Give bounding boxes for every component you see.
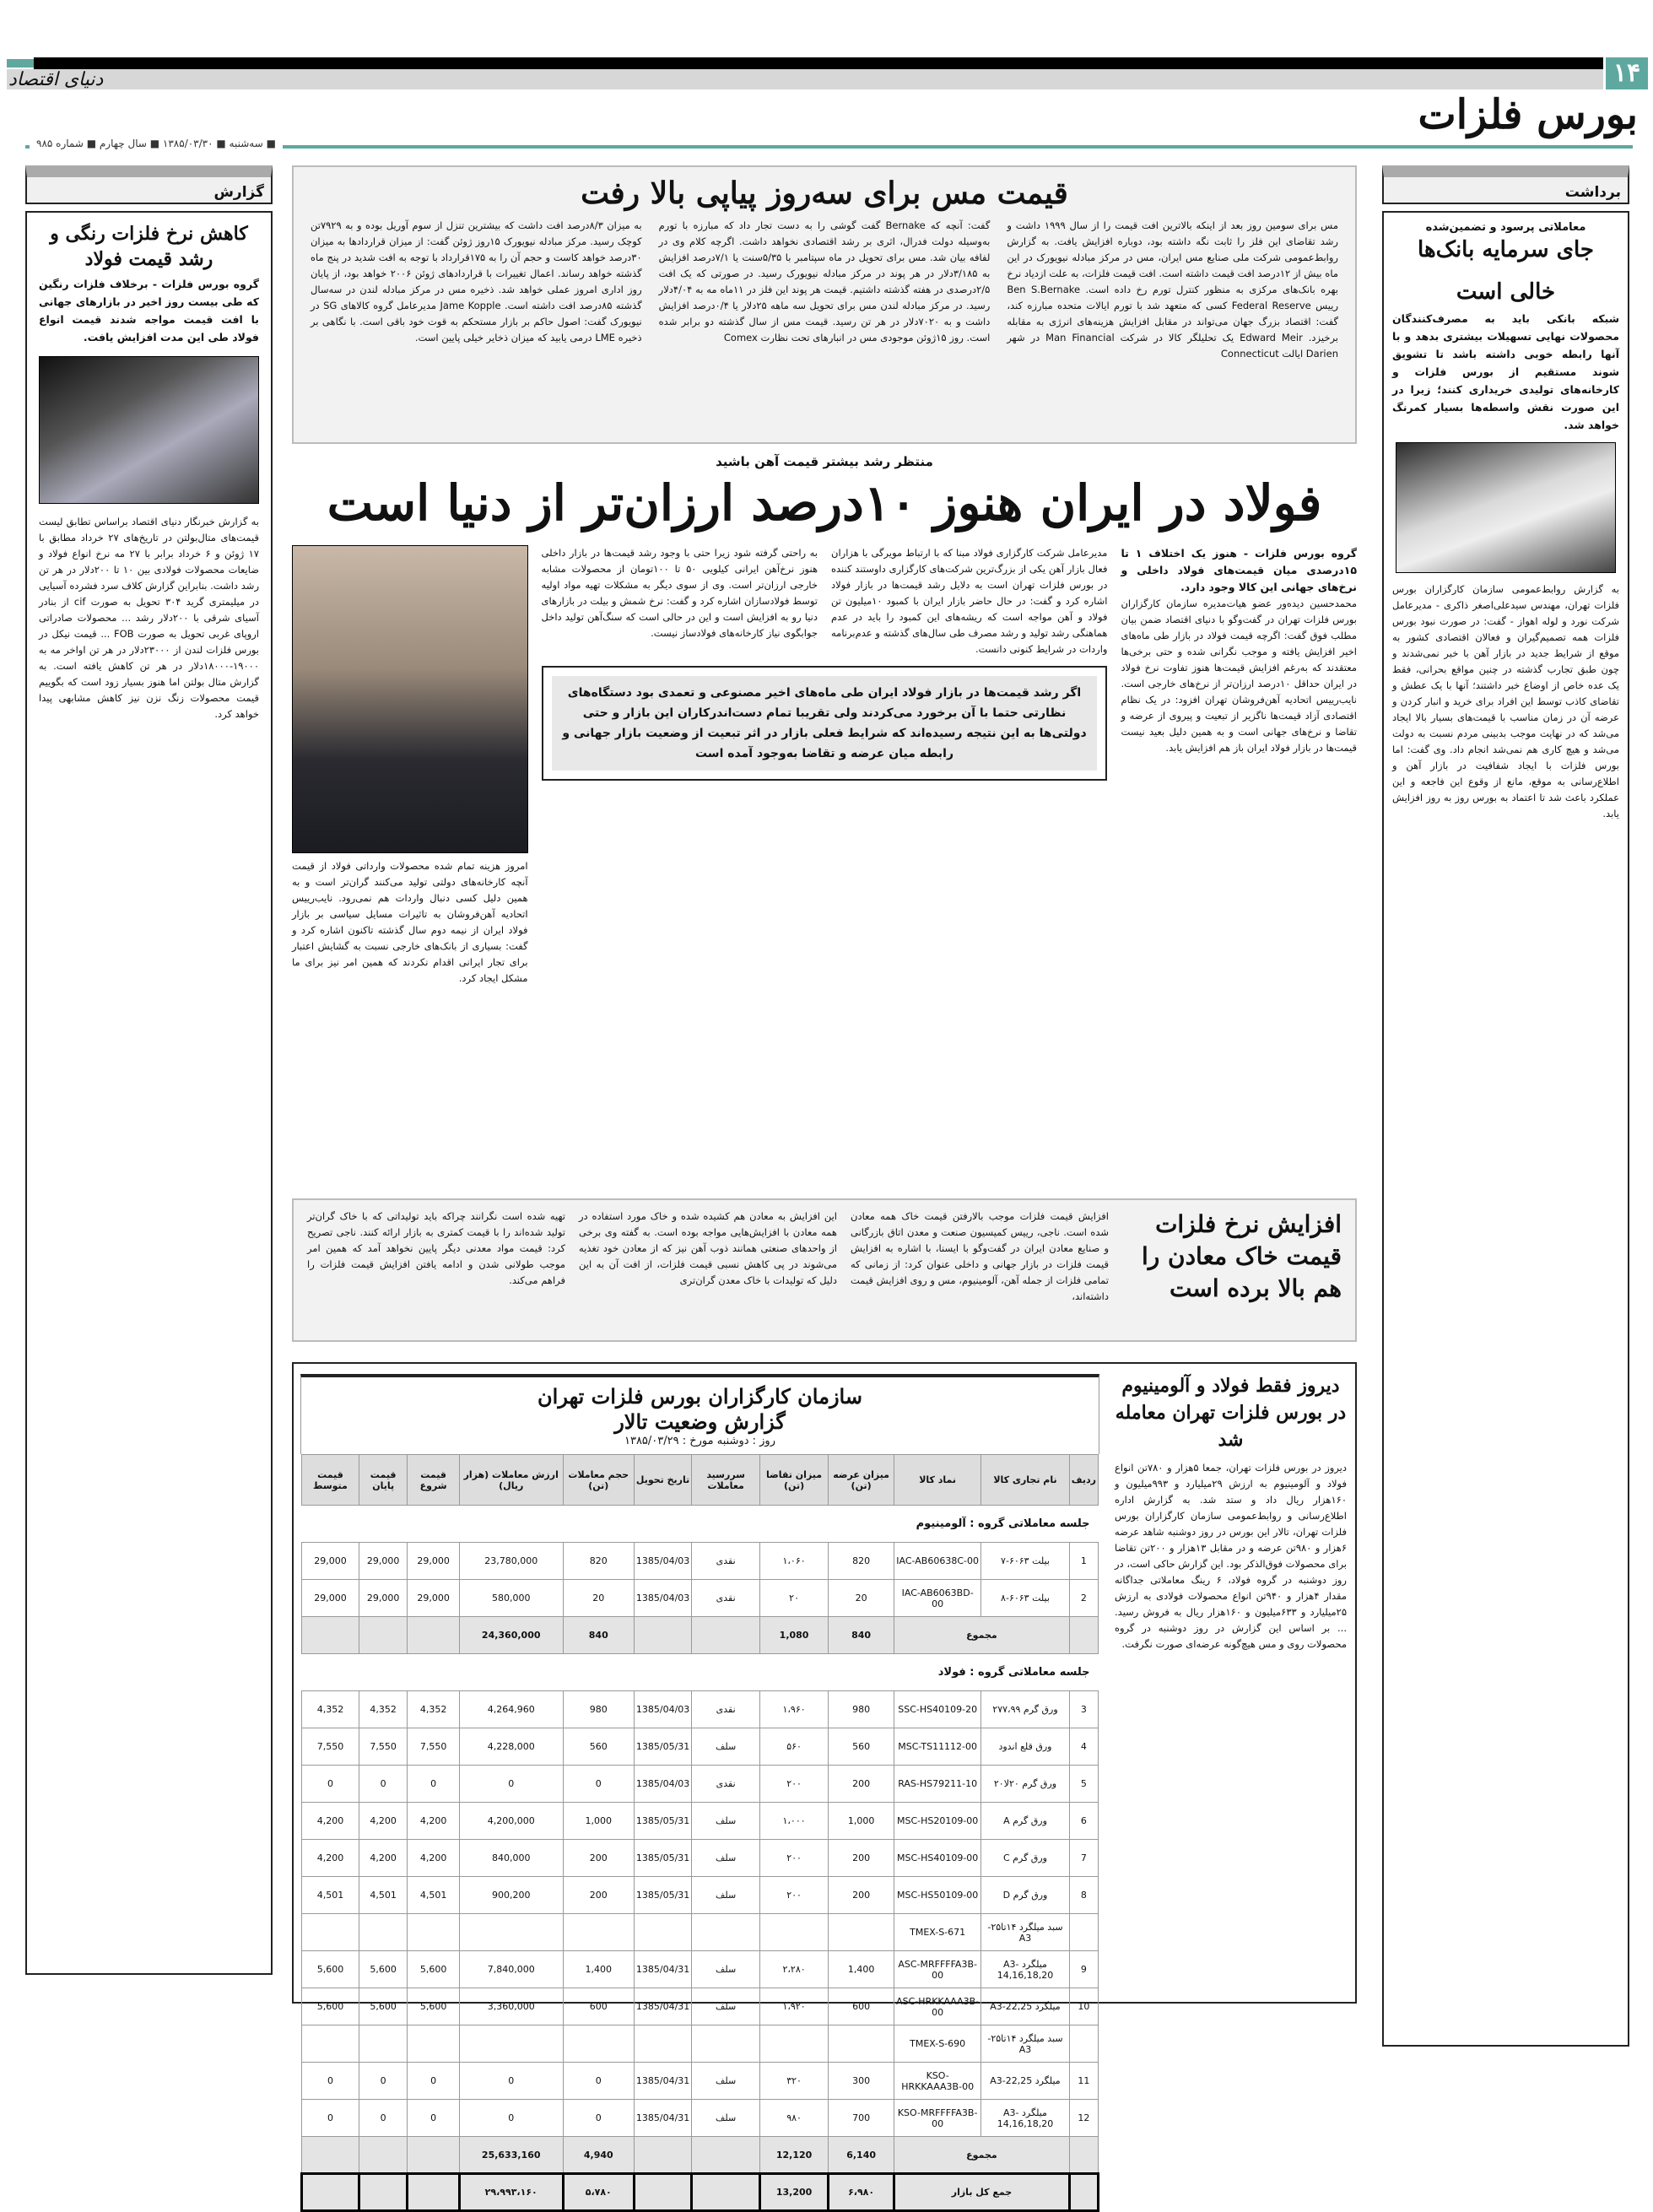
page-number: ۱۴ bbox=[1606, 57, 1648, 89]
left-column bbox=[25, 165, 273, 1975]
table-cell: ورق گرم ۲۷۷،۹۹ bbox=[981, 1691, 1070, 1728]
table-row bbox=[302, 1580, 1099, 1617]
article-column: محمدحسین دیده‌ور عضو هیات‌مدیره سازمان کارگزاران بورس فلزات تهران در گفت‌وگو با دنیای اقتصاد ضمن بیان مطلب فوق گفت: اگرچه قیمت فولاد در بازار طی ماه‌های اخیر افزایش یافته و موجب نگرانی شده و حتی برخی‌ها معتقدند که به‌رغم افزایش قیمت‌ها هنوز تفاوت نرخ فولاد در ایران حداقل ۱۰درصد ارزان‌تر از نرخ‌های خارجی است. نایب‌رییس اتحادیه آهن‌فروشان تهران افزود: در یک نظام اقتصادی آزاد قیمت‌ها ناگزیر از تبعیت و پیروی از عرضه و تقاضا و نرخ‌های جهانی است و به همین دلیل بعید نیست قیمت‌ها در بازار فولاد ایران باز هم افزایش یابد. bbox=[1121, 598, 1357, 754]
table-cell: 1385/04/31 bbox=[634, 1988, 691, 2025]
table-cell: 1,400 bbox=[563, 1951, 634, 1988]
table-cell: میلگرد A3-22,25 bbox=[981, 1988, 1070, 2025]
table-row bbox=[302, 1803, 1099, 1840]
table-cell: 4,501 bbox=[408, 1877, 459, 1914]
table-cell: ورق گرم ۲۰لا۲۰ bbox=[981, 1766, 1070, 1803]
table-cell: ۲،۲۸۰ bbox=[760, 1951, 829, 1988]
table-cell: 840,000 bbox=[459, 1840, 563, 1877]
article-column: افزایش قیمت فلزات موجب بالارفتن قیمت خاک همه معادن شده است. ناجی، رییس کمیسیون صنعت و معدن اتاق بازرگانی و صنایع معادن ایران در گفت‌وگو با ایسنا، با اشاره به افزایش قیمت فلزات در بازار جهانی و داخلی عنوان کرد: از زمانی که تمامی فلزات از جمله آهن، آلومینیوم، مس و روی افزایش قیمت داشته‌اند، bbox=[851, 1210, 1109, 1302]
grand-total-row bbox=[302, 2174, 1099, 2211]
table-cell: 1385/04/03 bbox=[634, 1691, 691, 1728]
table-cell: ۲۹،۹۹۳،۱۶۰ bbox=[459, 2174, 563, 2211]
table-cell bbox=[302, 1617, 359, 1654]
table-cell: 29,000 bbox=[359, 1543, 408, 1580]
trading-section bbox=[292, 1362, 1357, 2198]
table-cell: 20 bbox=[829, 1580, 894, 1617]
table-cell: نقدی bbox=[692, 1691, 760, 1728]
table-cell: بیلت ۶۰۶۳-۷ bbox=[981, 1543, 1070, 1580]
table-cell: 9 bbox=[1069, 1951, 1098, 1988]
photo-column bbox=[292, 545, 528, 987]
headline: فولاد در ایران هنوز ۱۰درصد ارزان‌تر از دنیا است bbox=[327, 474, 1322, 532]
table-cell: 7,550 bbox=[359, 1728, 408, 1766]
table-cell bbox=[1069, 2025, 1098, 2063]
pull-quote: اگر رشد قیمت‌ها در بازار فولاد ایران طی ماه‌های اخیر مصنوعی و تعمدی بود دستگاه‌های نظارتی حتما با آن برخورد می‌کردند ولی تقریبا تمام دست‌اندرکاران این بازار و حتی دولتی‌ها به این نتیجه رسیده‌اند که شرایط فعلی بازار در اثر تبعیت از وضعیت بازار جهانی و رابطه میان عرضه و تقاضا به‌وجود آمده است bbox=[552, 676, 1098, 771]
article-column: به میزان ۸/۳درصد افت داشت که بیشترین تنزل از سوم آوریل بوده و به ۷۹۲۹تن کوچک رسید. مرکز مبادله نیویورک ۱۵روز ژوئن گفت: از میزان قراردادها به میزان ۳۰درصد خواهد کاست و حجم آن را به ۱۷۵قرارداد با توجه به افت شدید در پنج ماه گذشته خواهد رساند. اعمال تغییرات با قراردادهای ژوئن ۲۰۰۶ خواهد بود، از پایان روز اداری امروز عملی خواهد شد. ذخیره مس در مرکز مبادله لندن در سه‌سال گذشته ۸۵درصد افت داشته است. Jame Kopple مدیرعامل گروه کالاهای SG در نیویورک گفت: اصول حاکم بر بازار مستحکم به قوت خود باقی است. با نگاهی بر ذخیره LME درمی یابید که میزان ذخایر خیلی پایین است. bbox=[310, 219, 642, 343]
table-row bbox=[302, 1988, 1099, 2025]
table-cell: نقدی bbox=[692, 1580, 760, 1617]
trading-story bbox=[1106, 1364, 1355, 2002]
table-cell: ۲۰ bbox=[760, 1580, 829, 1617]
table-cell: 0 bbox=[408, 2100, 459, 2137]
article-column: تهیه شده است نگرانند چراکه باید تولیداتی که با خاک گران‌تر تولید شده‌اند را با قیمت کمتری به بازار ارائه کنند. ناجی تصریح کرد: قیمت مواد معدنی دیگر پایین نخواهد آمد که همین امر موجب طولانی شدن و ادامه یافتن افزایش قیمت فلزات را فراهم می‌کند. bbox=[307, 1210, 565, 1286]
table-cell: 29,000 bbox=[302, 1543, 359, 1580]
subtotal-row bbox=[302, 1617, 1099, 1654]
table-cell: نقدی bbox=[692, 1766, 760, 1803]
table-cell: SSC-HS40109-20 bbox=[894, 1691, 981, 1728]
basket-subhead-row bbox=[302, 1914, 1099, 1951]
table-row bbox=[302, 1951, 1099, 1988]
table-cell: 840 bbox=[829, 1617, 894, 1654]
steel-sheets-photo bbox=[39, 356, 259, 504]
column-label: برداشت bbox=[1564, 184, 1621, 201]
table-cell: 580,000 bbox=[459, 1580, 563, 1617]
table-cell: 0 bbox=[459, 1766, 563, 1803]
table-cell: سلف bbox=[692, 1728, 760, 1766]
table-cell: نقدی bbox=[692, 1543, 760, 1580]
lead: گروه بورس فلزات - برخلاف فلزات رنگین که طی بیست روز اخیر در بازارهای جهانی با افت قیمت مواجه شدند قیمت انواع فولاد طی این مدت افزایش یافت. bbox=[39, 278, 259, 343]
table-row bbox=[302, 2100, 1099, 2137]
header-bar bbox=[34, 57, 1603, 69]
table-cell: ۳۲۰ bbox=[760, 2063, 829, 2100]
table-cell: MSC-TS11112-00 bbox=[894, 1728, 981, 1766]
table-cell: 200 bbox=[829, 1840, 894, 1877]
table-cell: 5,600 bbox=[302, 1951, 359, 1988]
headline: قیمت مس برای سه‌روز پیاپی بالا رفت bbox=[581, 176, 1068, 211]
table-cell: 1 bbox=[1069, 1543, 1098, 1580]
table-cell: 12 bbox=[1069, 2100, 1098, 2137]
article-column: مدیرعامل شرکت کارگزاری فولاد مبنا که با ارتباط مویرگی با هزاران فعال بازار آهن یکی از بزرگ‌ترین شرکت‌های کارگزاری داوستند کننده در بورس فلزات تهران است به دلایل رشد قیمت‌ها در بازار فولاد اشاره کرد و گفت: در حال حاضر بازار ایران با کمبود ۱۰میلیون تن فولاد و آهن مواجه است که ریشه‌های این کمبود را باید در عدم هماهنگی رشد تولید و رشد مصرف طی سال‌های گذشته و عدم‌برنامه واردات در شرایط کنونی دانست. bbox=[831, 547, 1108, 655]
table-cell bbox=[692, 2174, 760, 2211]
table-cell: بیلت ۶۰۶۳-۸ bbox=[981, 1580, 1070, 1617]
table-cell bbox=[408, 2025, 459, 2063]
table-cell: 5,600 bbox=[408, 1988, 459, 2025]
table-cell: 0 bbox=[359, 1766, 408, 1803]
column-label: گزارش bbox=[213, 184, 264, 201]
article-column-group bbox=[1121, 545, 1357, 987]
article-column: این افزایش به معادن هم کشیده شده و خاک مورد استفاده در همه معادن با افزایش‌هایی مواجه بوده است. به گفته وی برخی از واحدهای صنعتی همانند ذوب آهن نیز که از معادن خود تغذیه می‌شوند در پی کاهش نسبی قیمت فلزات، از افت آن به این دلیل که تولیدات با خاک معدن گران‌تری bbox=[579, 1210, 837, 1286]
table-cell: 700 bbox=[829, 2100, 894, 2137]
table-cell: 1385/04/31 bbox=[634, 2100, 691, 2137]
table-cell: 0 bbox=[359, 2100, 408, 2137]
table-cell bbox=[302, 2174, 359, 2211]
table-cell bbox=[634, 2174, 691, 2211]
table-cell bbox=[829, 2025, 894, 2063]
table-cell: 8 bbox=[1069, 1877, 1098, 1914]
table-cell: سلف bbox=[692, 2063, 760, 2100]
table-cell: 1385/05/31 bbox=[634, 1840, 691, 1877]
table-cell: ۶،۹۸۰ bbox=[829, 2174, 894, 2211]
table-cell: 200 bbox=[563, 1840, 634, 1877]
table-cell: ASC-HRKKAAA3B-00 bbox=[894, 1988, 981, 2025]
table-cell bbox=[760, 2025, 829, 2063]
table-cell: 200 bbox=[829, 1877, 894, 1914]
table-cell: 1385/05/31 bbox=[634, 1803, 691, 1840]
table-cell: سبد میلگرد ۱۴تا۲۵-A3 bbox=[981, 2025, 1070, 2063]
headline: دیروز فقط فولاد و آلومینیوم در بورس فلزات تهران معامله شد bbox=[1115, 1375, 1347, 1451]
table-cell: 29,000 bbox=[359, 1580, 408, 1617]
column-header: ردیف bbox=[1069, 1455, 1098, 1506]
table-cell bbox=[634, 2137, 691, 2174]
table-cell: 1,000 bbox=[829, 1803, 894, 1840]
column-header: حجم معاملات (تن) bbox=[563, 1455, 634, 1506]
table-cell: 2 bbox=[1069, 1580, 1098, 1617]
table-cell bbox=[692, 1617, 760, 1654]
table-cell: ۹۸۰ bbox=[760, 2100, 829, 2137]
table-cell: 200 bbox=[829, 1766, 894, 1803]
table-cell: 200 bbox=[563, 1877, 634, 1914]
table-cell bbox=[408, 1914, 459, 1951]
table-cell bbox=[408, 1617, 459, 1654]
table-cell: 840 bbox=[563, 1617, 634, 1654]
column-header: قیمت متوسط bbox=[302, 1455, 359, 1506]
table-cell bbox=[359, 1617, 408, 1654]
subtotal-row bbox=[302, 2137, 1099, 2174]
table-cell: 7,840,000 bbox=[459, 1951, 563, 1988]
table-cell: RAS-HS79211-10 bbox=[894, 1766, 981, 1803]
table-cell: 560 bbox=[829, 1728, 894, 1766]
table-cell: 20 bbox=[563, 1580, 634, 1617]
table-cell: 600 bbox=[829, 1988, 894, 2025]
table-cell: 300 bbox=[829, 2063, 894, 2100]
table-cell bbox=[459, 1914, 563, 1951]
copper-story bbox=[292, 165, 1357, 444]
section-title: بورس فلزات bbox=[1418, 91, 1638, 138]
report-box bbox=[25, 211, 273, 1975]
table-cell: MSC-HS20109-00 bbox=[894, 1803, 981, 1840]
table-row bbox=[302, 1543, 1099, 1580]
table-cell: 24,360,000 bbox=[459, 1617, 563, 1654]
middle-columns bbox=[542, 545, 1108, 657]
headline-line-2: خالی است bbox=[1456, 279, 1556, 305]
table-cell: KSO-MRFFFFA3B-00 bbox=[894, 2100, 981, 2137]
table-cell bbox=[692, 1914, 760, 1951]
table-cell: مجموع bbox=[894, 2137, 1070, 2174]
table-cell: ورق گرم A bbox=[981, 1803, 1070, 1840]
column-header: قیمت شروع bbox=[408, 1455, 459, 1506]
table-cell: جلسه معاملاتی گروه : آلومینیوم bbox=[302, 1506, 1099, 1543]
table-cell: 4,200 bbox=[408, 1840, 459, 1877]
middle-block bbox=[542, 545, 1108, 987]
table-cell: 1,080 bbox=[760, 1617, 829, 1654]
table-cell: سلف bbox=[692, 2100, 760, 2137]
table-cell: 6,140 bbox=[829, 2137, 894, 2174]
table-cell: 4,200,000 bbox=[459, 1803, 563, 1840]
table-row bbox=[302, 2063, 1099, 2100]
article-body: به گزارش خبرنگار دنیای اقتصاد براساس تطابق لیست قیمت‌های متال‌بولتن در تاریخ‌های ۲۷ خرداد مطابق با ۱۷ ژوئن و ۶ خرداد برابر با ۲۷ مه نرخ انواع فولاد و ضایعات محصولات فولادی بین ۱۰ تا ۲۰۰دلار در هر تن رشد داشت. بنابراین گزارش کلاف سرد فشرده آسیایی در میلیمتری گرید ۳۰۴ تحویل به صورت cif از بنادر آسیای شرقی با ۲۰۰دلار رشد ... محصولات صادراتی اروپای غربی تحویل به صورت FOB ... قیمت نیکل در بورس فلزات لندن از ۲۳۰۰۰دلار در هر تن اواخر مه به ۱۹۰۰۰-۱۸۰۰۰دلار در هر تن کاهش یافته است. به گزارش متال بولتن اما هنوز بسیار زود است که بگوییم قیمت محصولات زنگ نزن نیز کاهش مشابهی پیدا خواهد کرد. bbox=[39, 516, 260, 720]
table-row bbox=[302, 1691, 1099, 1728]
table-cell: ورق گرم D bbox=[981, 1877, 1070, 1914]
group-header-row bbox=[302, 1506, 1099, 1543]
table-cell: 4,352 bbox=[359, 1691, 408, 1728]
trading-report-table bbox=[300, 1454, 1099, 2212]
article-column: مس برای سومین روز بعد از اینکه بالاترین افت قیمت را از سال ۱۹۹۹ داشت و رشد تقاضای این فلز را ثابت نگه داشته بود، دوباره افزایش یافت. به گزارش روابط‌عمومی شرکت ملی صنایع مس ایران، مس در مرکز مبادله نیویورک در این ماه بیش از ۱۲درصد افت قیمت داشته است. افت قیمت فلزات، به علت ازدیاد نرخ بهره بانک‌های مرکزی به منظور کنترل تورم رخ داده است. Ben S.Bernake رییس Federal Reserve کسی که متعهد شد با تورم ایالات متحده مبارزه کند، گفت: اقتصاد بزرگ جهان می‌تواند در مقابل افزایش هزینه‌های انرژی به مقابله برخیزد. Edward Meir یک تحلیلگر کالا در شرکت Man Financial در شهر Darien ایالت Connecticut bbox=[1007, 219, 1338, 360]
table-cell: 900,200 bbox=[459, 1877, 563, 1914]
table-row bbox=[302, 1728, 1099, 1766]
table-cell: 5,600 bbox=[302, 1988, 359, 2025]
table-cell: ۱،۰۶۰ bbox=[760, 1543, 829, 1580]
lead: شبکه بانکی باید به مصرف‌کنندگان محصولات نهایی تسهیلات بیشتری بدهد و با آنها رابطه خوبی داشته باشد تا تشویق شوند مستقیم از بورس فلزات و کارخانه‌های تولیدی خریداری کنند؛ زیرا در این صورت نقش واسطه‌ها بسیار کمرنگ خواهد شد. bbox=[1392, 312, 1619, 431]
table-cell: سلف bbox=[692, 1951, 760, 1988]
table-cell: TMEX-S-690 bbox=[894, 2025, 981, 2063]
table-cell bbox=[302, 2137, 359, 2174]
header-accent bbox=[7, 59, 36, 68]
table-cell bbox=[563, 2025, 634, 2063]
table-cell: 4,200 bbox=[408, 1803, 459, 1840]
table-cell: 1,400 bbox=[829, 1951, 894, 1988]
table-cell: 25,633,160 bbox=[459, 2137, 563, 2174]
table-cell: 3 bbox=[1069, 1691, 1098, 1728]
table-cell: 4,501 bbox=[359, 1877, 408, 1914]
table-cell: ۲۰۰ bbox=[760, 1766, 829, 1803]
table-cell: میلگرد A3-22,25 bbox=[981, 2063, 1070, 2100]
table-cell: 7,550 bbox=[408, 1728, 459, 1766]
table-cell: 1385/04/03 bbox=[634, 1580, 691, 1617]
table-cell: MSC-HS50109-00 bbox=[894, 1877, 981, 1914]
table-subtitle: گزارش وضعیت تالار bbox=[614, 1409, 786, 1434]
table-cell: ۵،۷۸۰ bbox=[563, 2174, 634, 2211]
steel-columns bbox=[292, 545, 1357, 987]
table-cell: سلف bbox=[692, 1988, 760, 2025]
table-cell: 7 bbox=[1069, 1840, 1098, 1877]
table-cell: سبد میلگرد ۱۴تا۲۵-A3 bbox=[981, 1914, 1070, 1951]
article-column: گفت: آنچه که Bernake گفت گوشی را به دست تجار داد که مبارزه با تورم به‌وسیله دولت فدرال، اثری بر رشد اقتصادی نخواهد داشت. اگرچه کلام وی در لفافه بیان شد. مس برای تحویل در ماه سپتامبر با ۵/۳۵سنت یا ۷/۱درصد افزایش به ۳/۱۸۵دلار در هر پوند در مرکز مبادله نیویورک رسید. در صورتی که یک افت ۲/۵درصدی در هفته گذشته داشتیم. قیمت هر پوند این فلز در ۱۱ماه مه به ۴/۰۴دلار رسید. در مرکز مبادله لندن مس برای تحویل سه ماهه ۲۵دلار یا ۰/۴درصد افزایش داشت و به ۷۰۲۰دلار در هر تن رسید. قیمت مس از سال گذشته دو برابر شده است. روز ۱۵ژوئن موجودی مس در انبارهای تحت نظارت Comex bbox=[658, 219, 991, 343]
article-body: به گزارش روابط‌عمومی سازمان کارگزاران بورس فلزات تهران، مهندس سیدعلی‌اصغر ذاکری - مدیرعامل شرکت نورد و لوله اهواز - گفت: در صورت نبود بورس فلزات همه تصمیم‌گیران و فعالان اقتصادی کشور به موقع از شرایط جدید در بازار آهن با خبر نمی‌شدند و چون طبق تجارب گذشته در چنین مواقع بحرانی، فقط یک عده خاص از اوضاع خبر داشتند؛ آنها با یک عطش و تقاضای کاذب توسط این افراد برای خرید و انبار کردن و عرضه آن در زمان مناسب با قیمت‌های بسیار بالا ایجاد می‌شد که در نهایت موجب بدبینی مردم نسبت به دولت می‌شد و هیچ کاری هم نمی‌شد انجام داد. وی گفت: اما بورس فلزات با ایجاد شفافیت در بازار آهن و اطلاع‌رسانی به موقع، مانع از وقوع این فاجعه و این عملکرد باعث شد تا اعتماد به بورس روز به روز افزایش یابد. bbox=[1392, 583, 1619, 819]
table-cell: سلف bbox=[692, 1877, 760, 1914]
table-cell: 4,200 bbox=[359, 1840, 408, 1877]
table-cell: 4,940 bbox=[563, 2137, 634, 2174]
column-header: ارزش معاملات (هزار ریال) bbox=[459, 1455, 563, 1506]
table-cell: 980 bbox=[829, 1691, 894, 1728]
table-row bbox=[302, 1766, 1099, 1803]
table-cell: 4,264,960 bbox=[459, 1691, 563, 1728]
table-cell bbox=[692, 2137, 760, 2174]
table-cell: 4,501 bbox=[302, 1877, 359, 1914]
table-cell: 5,600 bbox=[408, 1951, 459, 1988]
headline-line-1: جای سرمایه بانک‌ها bbox=[1418, 237, 1594, 262]
table-cell: ۱،۰۰۰ bbox=[760, 1803, 829, 1840]
table-cell bbox=[563, 1914, 634, 1951]
table-cell: جمع کل بازار bbox=[894, 2174, 1070, 2211]
table-cell bbox=[634, 1617, 691, 1654]
table-row bbox=[302, 1840, 1099, 1877]
table-cell: 4,200 bbox=[302, 1803, 359, 1840]
table-cell: 29,000 bbox=[408, 1543, 459, 1580]
table-cell: میلگرد A3-14,16,18,20 bbox=[981, 2100, 1070, 2137]
table-cell: 560 bbox=[563, 1728, 634, 1766]
table-cell: 1385/04/03 bbox=[634, 1766, 691, 1803]
table-cell: 6 bbox=[1069, 1803, 1098, 1840]
table-cell bbox=[692, 2025, 760, 2063]
table-cell: IAC-AB6063BD-00 bbox=[894, 1580, 981, 1617]
column-header: تاریخ تحویل bbox=[634, 1455, 691, 1506]
column-header: نماد کالا bbox=[894, 1455, 981, 1506]
table-cell bbox=[1069, 1914, 1098, 1951]
table-cell: سلف bbox=[692, 1803, 760, 1840]
table-cell: ۱،۹۶۰ bbox=[760, 1691, 829, 1728]
table-cell bbox=[302, 1914, 359, 1951]
table-cell bbox=[634, 2025, 691, 2063]
newspaper-logo: دنیای اقتصاد bbox=[8, 69, 104, 90]
table-cell: ورق گرم C bbox=[981, 1840, 1070, 1877]
table-cell: 1385/04/31 bbox=[634, 2063, 691, 2100]
table-cell: 0 bbox=[459, 2063, 563, 2100]
table-body bbox=[302, 1506, 1099, 2211]
table-cell: 0 bbox=[302, 1766, 359, 1803]
table-cell: MSC-HS40109-00 bbox=[894, 1840, 981, 1877]
table-cell: 0 bbox=[563, 2100, 634, 2137]
opinion-box bbox=[1382, 211, 1629, 2047]
table-cell bbox=[408, 2137, 459, 2174]
table-cell: 5 bbox=[1069, 1766, 1098, 1803]
table-cell bbox=[1069, 2137, 1098, 2174]
table-cell: 5,600 bbox=[359, 1988, 408, 2025]
table-cell bbox=[634, 1914, 691, 1951]
column-label-box bbox=[1382, 165, 1629, 204]
table-cell: 4,228,000 bbox=[459, 1728, 563, 1766]
column-header: سررسید معاملات bbox=[692, 1455, 760, 1506]
report-table-wrap bbox=[294, 1364, 1106, 2198]
table-cell: 0 bbox=[302, 2100, 359, 2137]
table-cell: 0 bbox=[359, 2063, 408, 2100]
table-cell: 11 bbox=[1069, 2063, 1098, 2100]
table-cell: ۱،۹۲۰ bbox=[760, 1988, 829, 2025]
table-cell: 1385/05/31 bbox=[634, 1728, 691, 1766]
cash-counter-photo bbox=[1396, 442, 1616, 573]
right-column bbox=[1382, 165, 1629, 2047]
kicker: منتظر رشد بیشتر قیمت آهن باشید bbox=[716, 454, 933, 469]
table-cell: 4,200 bbox=[302, 1840, 359, 1877]
article-body: دیروز در بورس فلزات تهران، جمعا ۵هزار و ۷۸۰تن انواع فولاد و آلومینیوم به ارزش ۲۹میلیارد و ۹۹۳میلیون و ۱۶۰هزار ریال داد و ستد شد. به گزارش اداره اطلاع‌رسانی و روابط‌عمومی سازمان کارگزاران بورس فلزات تهران، تالار این بورس در روز دوشنبه شاهد عرضه ۶هزار و ۹۸۰تن عرضه و در مقابل ۱۳هزار و ۲۰۰تن تقاضا برای محصولات فوق‌الذکر بود. این گزارش حاکی است، در روز دوشنبه در گروه فولاد، ۶ رینگ معاملاتی جداگانه مقدار ۴هزار و ۹۴۰تن انواع محصولات فولادی به ارزش ۲۵میلیارد و ۶۳۳میلیون و ۱۶۰هزار ریال به فروش رسید. ... بر اساس این گزارش در روز دوشنبه در گروه محصولات روی و مس هیچ‌گونه عرضه‌ای صورت نگرفت. bbox=[1115, 1462, 1347, 1650]
table-cell: جلسه معاملاتی گروه : فولاد bbox=[302, 1654, 1099, 1691]
table-cell: 820 bbox=[829, 1543, 894, 1580]
table-cell: 29,000 bbox=[408, 1580, 459, 1617]
table-cell: 1385/04/31 bbox=[634, 1951, 691, 1988]
executive-portrait-photo bbox=[292, 545, 528, 853]
table-cell: 0 bbox=[408, 1766, 459, 1803]
headline: کاهش نرخ فلزات رنگی و رشد قیمت فولاد bbox=[50, 223, 248, 270]
table-cell: 4,352 bbox=[408, 1691, 459, 1728]
column-header: میزان عرضه (تن) bbox=[829, 1455, 894, 1506]
table-cell bbox=[459, 2025, 563, 2063]
table-cell: 4 bbox=[1069, 1728, 1098, 1766]
column-header: قیمت پایان bbox=[359, 1455, 408, 1506]
table-cell bbox=[359, 2174, 408, 2211]
table-cell: 1,000 bbox=[563, 1803, 634, 1840]
basket-subhead-row bbox=[302, 2025, 1099, 2063]
table-cell bbox=[829, 1914, 894, 1951]
table-cell: 4,352 bbox=[302, 1691, 359, 1728]
table-cell: ۲۰۰ bbox=[760, 1840, 829, 1877]
table-cell: TMEX-S-671 bbox=[894, 1914, 981, 1951]
table-cell: 1385/04/03 bbox=[634, 1543, 691, 1580]
column-header: میزان تقاضا (تن) bbox=[760, 1455, 829, 1506]
dateline: ■ سه‌شنبه ■ ۱۳۸۵/۰۳/۳۰ ■ سال چهارم ■ شماره ۹۸۵ bbox=[30, 138, 283, 149]
table-cell: 0 bbox=[563, 2063, 634, 2100]
table-cell bbox=[408, 2174, 459, 2211]
table-cell bbox=[760, 1914, 829, 1951]
table-cell: 0 bbox=[408, 2063, 459, 2100]
headline: افزایش نرخ فلزات قیمت خاک معادن را هم بالا برده است bbox=[1141, 1210, 1342, 1302]
mining-story bbox=[292, 1198, 1357, 1342]
table-cell: 0 bbox=[459, 2100, 563, 2137]
column-label-box bbox=[25, 165, 273, 204]
table-cell: 0 bbox=[302, 2063, 359, 2100]
group-header-row bbox=[302, 1654, 1099, 1691]
article-column: به راحتی گرفته شود زیرا حتی با وجود رشد قیمت‌ها در بازار داخلی هنوز نرخ‌آهن ایرانی کیلویی ۵۰ تا ۱۰۰تومان از محصولات مشابه خارجی ارزان‌تر است. وی از سوی دیگر به مشکلات تهیه مواد اولیه توسط فولادسازان اشاره کرد و گفت: نرخ شمش و بیلت در بازارهای دنیا رو به افزایش است و این در حالی است که سنگ‌آهن تولید داخل جوابگوی نیاز کارخانه‌های فولادساز نیست. bbox=[541, 547, 818, 639]
table-cell: KSO-HRKKAAA3B-00 bbox=[894, 2063, 981, 2100]
lead: گروه بورس فلزات - هنوز یک اختلاف ۱ تا ۱۵درصدی میان قیمت‌های فولاد داخلی و نرخ‌های جهانی این کالا وجود دارد. bbox=[1121, 547, 1357, 593]
table-cell bbox=[1069, 1617, 1098, 1654]
table-cell: 5,600 bbox=[359, 1951, 408, 1988]
table-cell: 1385/05/31 bbox=[634, 1877, 691, 1914]
table-cell: ورق قلع اندود bbox=[981, 1728, 1070, 1766]
table-cell: 13,200 bbox=[760, 2174, 829, 2211]
table-cell bbox=[359, 2025, 408, 2063]
table-cell: 980 bbox=[563, 1691, 634, 1728]
table-cell: 7,550 bbox=[302, 1728, 359, 1766]
table-cell: 10 bbox=[1069, 1988, 1098, 2025]
table-header-row bbox=[302, 1455, 1099, 1506]
steel-story bbox=[292, 454, 1357, 1188]
table-cell: مجموع bbox=[894, 1617, 1070, 1654]
report-table-header bbox=[300, 1374, 1099, 1454]
table-cell bbox=[359, 2137, 408, 2174]
table-date: روز : دوشنبه مورخ : ۱۳۸۵/۰۳/۲۹ bbox=[624, 1435, 775, 1447]
column-header: نام تجاری کالا bbox=[981, 1455, 1070, 1506]
kicker: معاملاتی پرسود و تضمین‌شده bbox=[1425, 221, 1586, 234]
table-cell: ۵۶۰ bbox=[760, 1728, 829, 1766]
table-cell: 820 bbox=[563, 1543, 634, 1580]
table-cell: 0 bbox=[563, 1766, 634, 1803]
table-row bbox=[302, 1877, 1099, 1914]
table-cell: ASC-MRFFFFA3B-00 bbox=[894, 1951, 981, 1988]
table-cell bbox=[1069, 2174, 1098, 2211]
table-cell: سلف bbox=[692, 1840, 760, 1877]
header-band bbox=[7, 69, 1603, 89]
table-cell: 12,120 bbox=[760, 2137, 829, 2174]
pull-quote-box bbox=[542, 666, 1108, 781]
table-cell: 600 bbox=[563, 1988, 634, 2025]
table-cell: IAC-AB60638C-00 bbox=[894, 1543, 981, 1580]
table-cell bbox=[302, 2025, 359, 2063]
table-cell bbox=[359, 1914, 408, 1951]
copper-columns bbox=[311, 218, 1338, 362]
table-cell: 23,780,000 bbox=[459, 1543, 563, 1580]
table-cell: 29,000 bbox=[302, 1580, 359, 1617]
table-cell: ۲۰۰ bbox=[760, 1877, 829, 1914]
table-cell: 4,200 bbox=[359, 1803, 408, 1840]
table-title: سازمان کارگزاران بورس فلزات تهران bbox=[537, 1384, 862, 1409]
table-cell: میلگرد A3-14,16,18,20 bbox=[981, 1951, 1070, 1988]
article-column: امروز هزینه تمام شده محصولات وارداتی فولاد از قیمت آنچه کارخانه‌های دولتی تولید می‌کنند گران‌تر است و به همین دلیل کسی دنبال واردات هم نمی‌رود. نایب‌رییس اتحادیه آهن‌فروشان به تاثیرات مسایل سیاسی بر بازار فولاد ایران از نیمه دوم سال گذشته تاکنون اشاره کرد و گفت: بسیاری از بانک‌های خارجی نسبت به گشایش اعتبار برای تجار ایرانی اقدام نکردند که همین امر نیز برای ما مشکل ایجاد کرد. bbox=[292, 860, 528, 984]
table-cell: 3,360,000 bbox=[459, 1988, 563, 2025]
